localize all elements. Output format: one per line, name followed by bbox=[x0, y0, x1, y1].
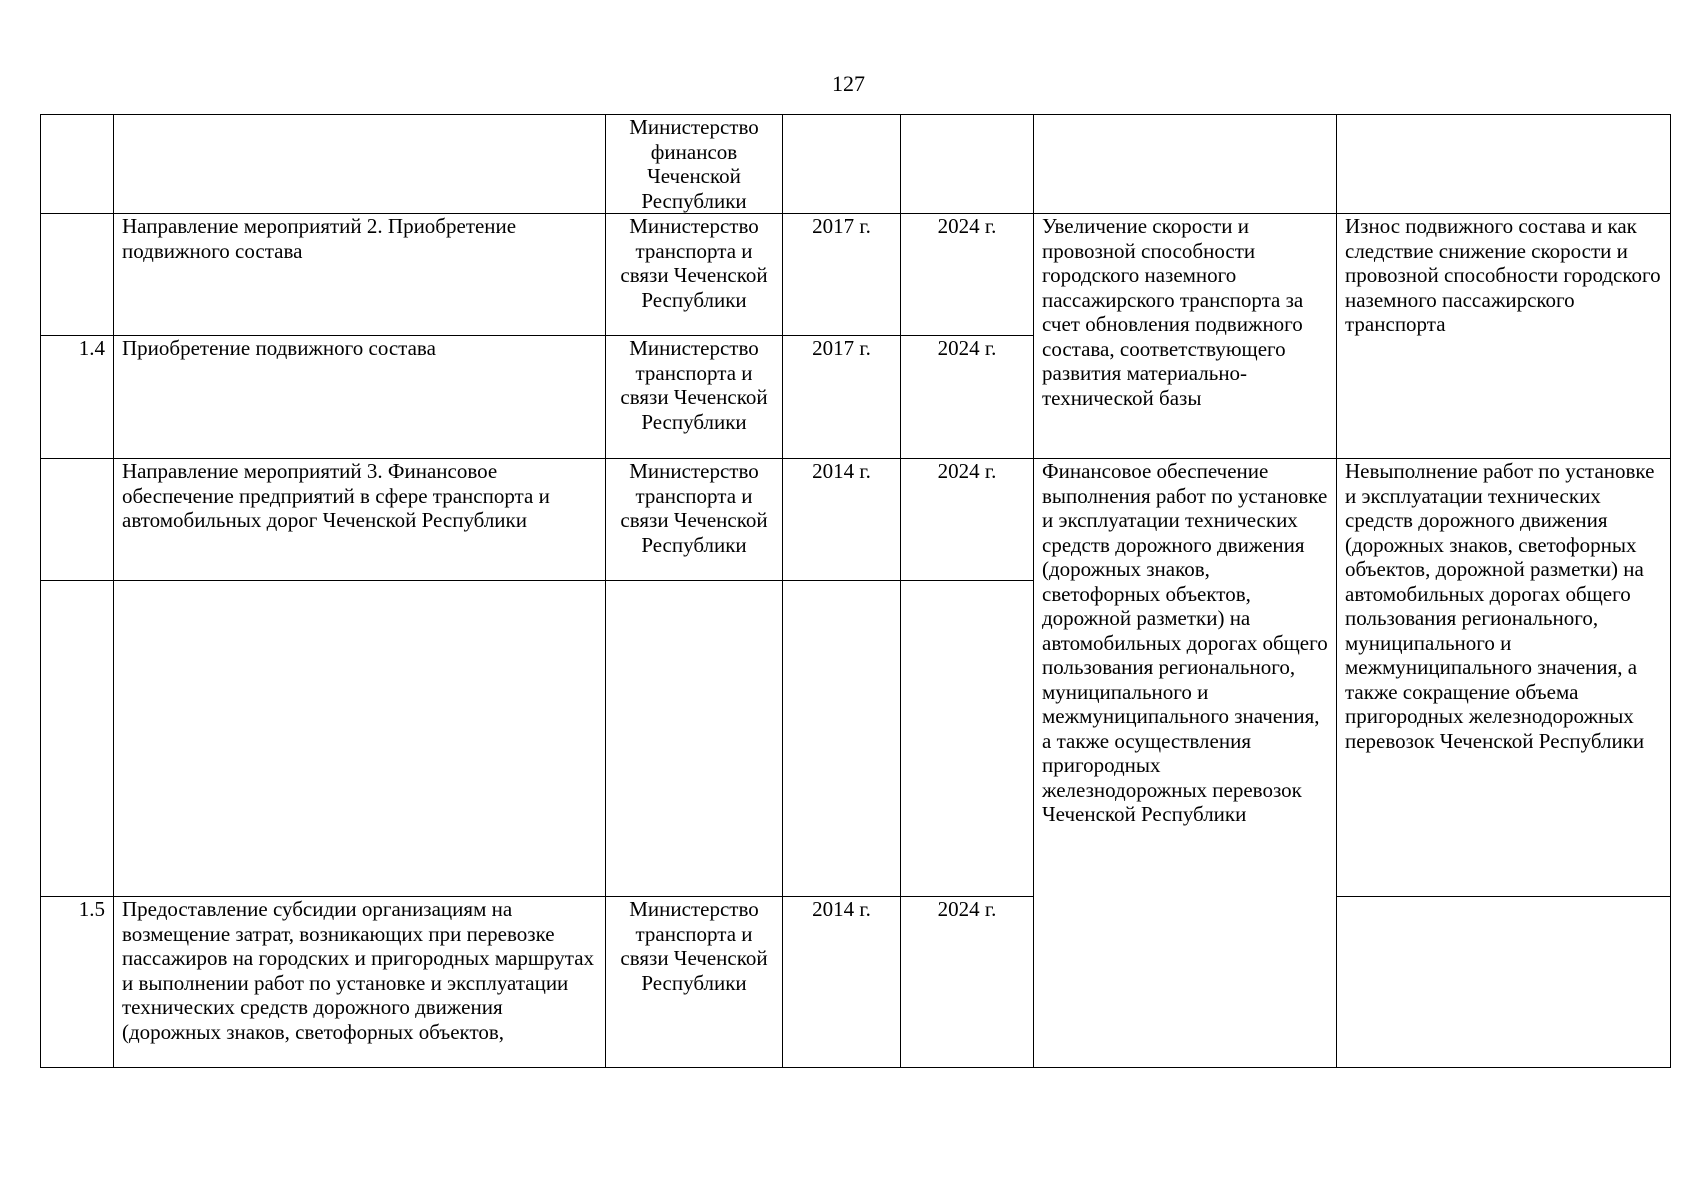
measure-name: Приобретение подвижного состава bbox=[114, 336, 606, 459]
executor: Министерство финансов Чеченской Республики bbox=[606, 115, 783, 214]
end-year bbox=[901, 581, 1034, 897]
expected-result bbox=[1034, 115, 1337, 214]
executor bbox=[606, 581, 783, 897]
end-year: 2024 г. bbox=[901, 897, 1034, 1068]
executor: Министерство транспорта и связи Чеченской Республики bbox=[606, 336, 783, 459]
end-year: 2024 г. bbox=[901, 459, 1034, 581]
row-number bbox=[41, 581, 114, 897]
non-implementation-consequences bbox=[1337, 115, 1671, 214]
row-number: 1.4 bbox=[41, 336, 114, 459]
start-year: 2017 г. bbox=[783, 336, 901, 459]
start-year bbox=[783, 581, 901, 897]
table-row bbox=[41, 214, 1671, 336]
non-implementation-consequences: Износ подвижного состава и как следствие снижение скорости и провозной способности городского наземного пассажирского транспорта bbox=[1337, 214, 1671, 459]
table-row bbox=[41, 897, 1671, 1068]
start-year: 2014 г. bbox=[783, 459, 901, 581]
executor: Министерство транспорта и связи Чеченской Республики bbox=[606, 459, 783, 581]
start-year bbox=[783, 115, 901, 214]
executor: Министерство транспорта и связи Чеченской Республики bbox=[606, 897, 783, 1068]
executor: Министерство транспорта и связи Чеченской Республики bbox=[606, 214, 783, 336]
end-year bbox=[901, 115, 1034, 214]
expected-result: Финансовое обеспечение выполнения работ по установке и эксплуатации технических средств дорожного движения (дорожных знаков, светофорных объектов, дорожной разметки) на автомобильных дорогах общего пользования регионального, муниципального и межмуниципального значения, а также осуществления пригородных железнодорожных перевозок Чеченской Республики bbox=[1034, 459, 1337, 1068]
row-number: 1.5 bbox=[41, 897, 114, 1068]
end-year: 2024 г. bbox=[901, 336, 1034, 459]
row-number bbox=[41, 115, 114, 214]
row-number bbox=[41, 459, 114, 581]
measure-name bbox=[114, 581, 606, 897]
non-implementation-consequences: Невыполнение работ по установке и эксплуатации технических средств дорожного движения (дорожных знаков, светофорных объектов, дорожной разметки) на автомобильных дорогах общего пользования регионального, муниципального и межмуниципального значения, а также сокращение объема пригородных железнодорожных перевозок Чеченской Республики bbox=[1337, 459, 1671, 897]
non-implementation-consequences bbox=[1337, 897, 1671, 1068]
measures-table bbox=[40, 114, 1671, 1068]
measure-name: Предоставление субсидии организациям на возмещение затрат, возникающих при перевозке пассажиров на городских и пригородных маршрутах и выполнении работ по установке и эксплуатации технических средств дорожного движения (дорожных знаков, светофорных объектов, bbox=[114, 897, 606, 1068]
table-row bbox=[41, 459, 1671, 581]
start-year: 2017 г. bbox=[783, 214, 901, 336]
measure-name: Направление мероприятий 2. Приобретение подвижного состава bbox=[114, 214, 606, 336]
page-number: 127 bbox=[832, 71, 865, 96]
measure-name bbox=[114, 115, 606, 214]
expected-result: Увеличение скорости и провозной способности городского наземного пассажирского транспорта за счет обновления подвижного состава, соответствующего развития материально-технической базы bbox=[1034, 214, 1337, 459]
start-year: 2014 г. bbox=[783, 897, 901, 1068]
end-year: 2024 г. bbox=[901, 214, 1034, 336]
table-row bbox=[41, 115, 1671, 214]
row-number bbox=[41, 214, 114, 336]
measure-name: Направление мероприятий 3. Финансовое обеспечение предприятий в сфере транспорта и автомобильных дорог Чеченской Республики bbox=[114, 459, 606, 581]
